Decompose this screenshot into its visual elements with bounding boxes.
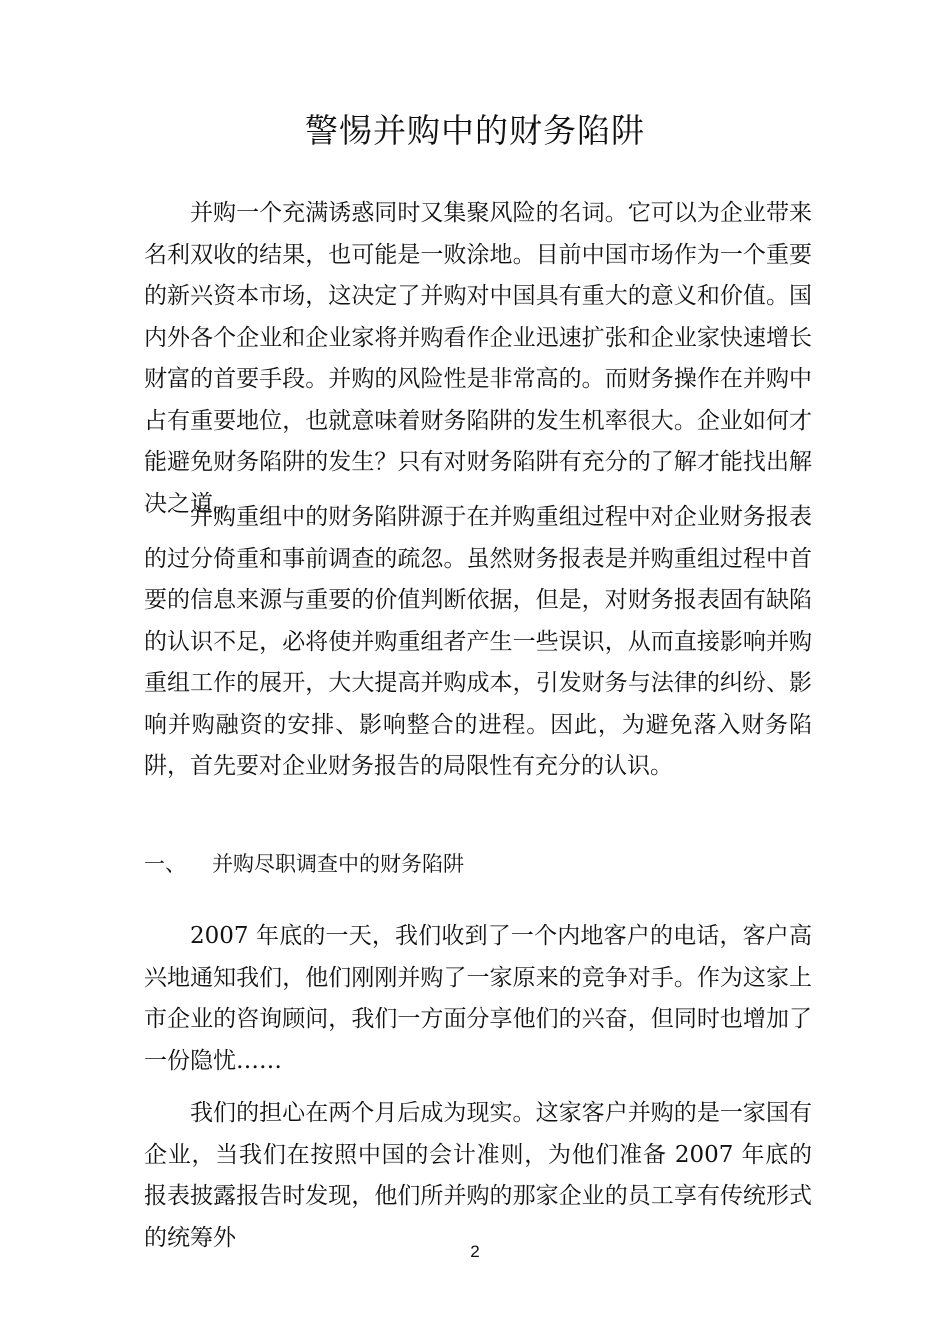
- intro-paragraph-2: 并购重组中的财务陷阱源于在并购重组过程中对企业财务报表的过分倚重和事前调查的疏忽。虽然财务报表是并购重组过程中首要的信息来源与重要的价值判断依据，但是，对财务报表固有缺陷的认识不足，必将使并购重组者产生一些误识，从而直接影响并购重组工作的展开，大大提高并购成本，引发财务与法律的纠纷、影响并购融资的安排、影响整合的进程。因此，为避免落入财务陷阱，首先要对企业财务报告的局限性有充分的认识。: [144, 504, 812, 779]
- section-heading: [144, 846, 812, 882]
- page-number: 2: [470, 1242, 480, 1261]
- section-paragraph-2: 我们的担心在两个月后成为现实。这家客户并购的是一家国有企业，当我们在按照中国的会计准则，为他们准备 2007 年底的报表披露报告时发现，他们所并购的那家企业的员工享有传统形式的统筹外: [144, 1100, 812, 1251]
- section-number: 一、: [144, 852, 186, 876]
- section-paragraph-1: 2007 年底的一天，我们收到了一个内地客户的电话，客户高兴地通知我们，他们刚刚并购了一家原来的竞争对手。作为这家上市企业的咨询顾问，我们一方面分享他们的兴奋，但同时也增加了一份隐忧……: [144, 923, 812, 1074]
- intro-paragraph-1: 并购一个充满诱惑同时又集聚风险的名词。它可以为企业带来名利双收的结果，也可能是一败涂地。目前中国市场作为一个重要的新兴资本市场，这决定了并购对中国具有重大的意义和价值。国内外各个企业和企业家将并购看作企业迅速扩张和企业家快速增长财富的首要手段。并购的风险性是非常高的。而财务操作在并购中占有重要地位，也就意味着财务陷阱的发生机率很大。企业如何才能避免财务陷阱的发生？只有对财务陷阱有充分的了解才能找出解决之道。: [144, 200, 812, 517]
- page-title: 警惕并购中的财务陷阱: [305, 111, 645, 150]
- section-heading-text: 并购尽职调查中的财务陷阱: [212, 852, 464, 876]
